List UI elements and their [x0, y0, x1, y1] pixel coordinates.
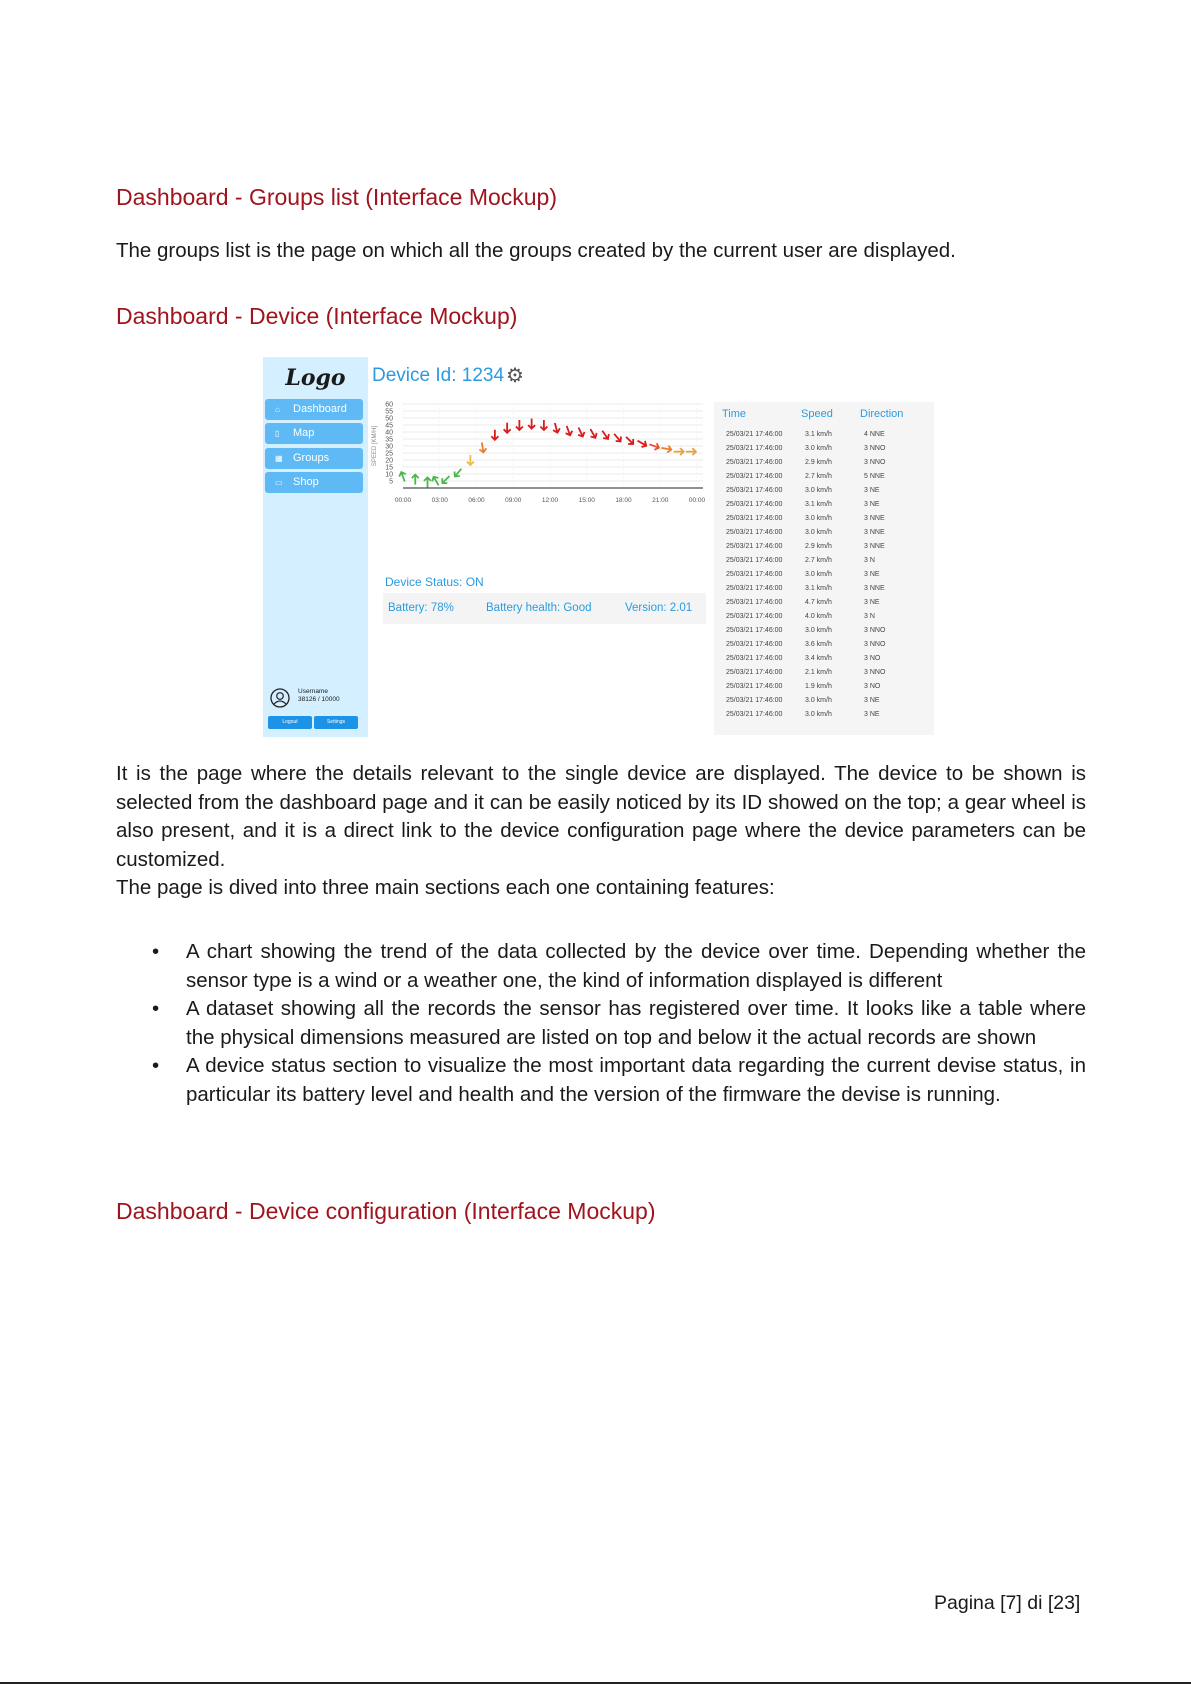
y-tick-label: 35	[385, 436, 393, 444]
x-tick-label: 06:00	[468, 497, 485, 504]
records-table	[714, 402, 934, 735]
battery-health: Battery health: Good	[486, 602, 592, 614]
y-tick-label: 40	[385, 429, 393, 437]
usage-count: 38126 / 10000	[298, 696, 340, 703]
x-tick-label: 12:00	[541, 497, 559, 504]
table-cell: 3 NNE	[864, 515, 885, 522]
nav-label: Dashboard	[293, 403, 347, 415]
table-cell: 3 NO	[864, 655, 881, 662]
table-cell: 25/03/21 17:46:00	[726, 501, 783, 508]
table-cell: 3.1 km/h	[805, 501, 832, 508]
table-cell: 25/03/21 17:46:00	[726, 697, 783, 704]
table-cell: 3.0 km/h	[805, 711, 832, 718]
table-cell: 3 N	[864, 613, 875, 620]
device-paragraph: It is the page where the details relevant to the single device are displayed. The device to be shown is selected from the dashboard page and it can be easily noticed by its ID showed on the top; a gear wheel is also present, and it is a direct link to the device configuration page where the device parameters can be customized.	[116, 762, 1086, 871]
table-cell: 4.7 km/h	[805, 599, 832, 606]
y-tick-label: 10	[385, 471, 393, 479]
y-tick-label: 20	[385, 457, 393, 465]
table-cell: 3.4 km/h	[805, 655, 832, 662]
wind-arrow-point	[452, 467, 464, 479]
battery-level: Battery: 78%	[388, 602, 454, 614]
table-cell: 3.0 km/h	[805, 627, 832, 634]
wind-arrow-point	[478, 442, 487, 453]
footer-line	[0, 1682, 1191, 1684]
table-cell: 25/03/21 17:46:00	[726, 655, 783, 662]
y-tick-label: 50	[385, 415, 393, 423]
nav-dashboard[interactable]	[265, 399, 363, 420]
table-cell: 3 NO	[864, 683, 881, 690]
y-tick-label: 55	[385, 408, 393, 416]
col-direction: Direction	[860, 408, 904, 420]
nav-label: Shop	[293, 476, 319, 488]
section-heading-device-config: Dashboard - Device configuration (Interface Mockup)	[116, 1198, 656, 1224]
wind-arrow-point	[412, 475, 419, 485]
table-cell: 3 NNO	[864, 669, 886, 676]
list-item: • A device status section to visualize the most important data regarding the current devise status, in particular its battery level and health and the version of the firmware the devise is running.	[152, 1052, 1086, 1109]
table-cell: 25/03/21 17:46:00	[726, 711, 783, 718]
sections-intro: The page is dived into three main sections each one containing features:	[116, 876, 775, 899]
x-tick-label: 00:00	[394, 497, 412, 504]
speed-chart	[363, 397, 713, 512]
table-cell: 25/03/21 17:46:00	[726, 627, 783, 634]
list-item: • A chart showing the trend of the data collected by the device over time. Depending whether the sensor type is a wind or a weather one, the kind of information displayed is different	[152, 938, 1086, 995]
table-cell: 25/03/21 17:46:00	[726, 571, 783, 578]
table-cell: 25/03/21 17:46:00	[726, 557, 783, 564]
table-cell: 3.1 km/h	[805, 585, 832, 592]
table-cell: 3 NE	[864, 599, 880, 606]
table-cell: 3.0 km/h	[805, 697, 832, 704]
table-cell: 25/03/21 17:46:00	[726, 585, 783, 592]
mockup-sidebar	[263, 357, 368, 737]
wind-arrow-point	[504, 423, 511, 433]
table-cell: 3 NE	[864, 697, 880, 704]
nav-map[interactable]	[265, 423, 363, 444]
x-tick-label: 18:00	[615, 497, 632, 504]
wind-arrow-point	[440, 474, 452, 486]
nav-shop[interactable]	[265, 472, 363, 493]
table-cell: 2.9 km/h	[805, 459, 832, 466]
table-cell: 3.0 km/h	[805, 487, 832, 494]
table-cell: 3 NNO	[864, 459, 886, 466]
wind-arrow-point	[491, 430, 498, 440]
table-cell: 3.0 km/h	[805, 529, 832, 536]
firmware-version: Version: 2.01	[625, 602, 693, 614]
table-cell: 25/03/21 17:46:00	[726, 487, 783, 494]
table-cell: 25/03/21 17:46:00	[726, 445, 783, 452]
table-cell: 25/03/21 17:46:00	[726, 669, 783, 676]
logout-button[interactable]: Logout	[268, 716, 312, 729]
home-icon: ⌂	[275, 405, 280, 414]
settings-button[interactable]: Settings	[314, 716, 358, 729]
avatar-icon	[270, 688, 290, 708]
gear-icon[interactable]: ⚙	[506, 365, 524, 387]
y-tick-label: 60	[385, 401, 393, 409]
table-cell: 4.0 km/h	[805, 613, 832, 620]
section-heading-groups-list: Dashboard - Groups list (Interface Mockup)	[116, 184, 558, 210]
nav-label: Groups	[293, 452, 330, 464]
table-cell: 3 N	[864, 557, 875, 564]
table-cell: 3 NNO	[864, 445, 886, 452]
table-cell: 2.1 km/h	[805, 669, 832, 676]
x-tick-label: 00:00	[688, 497, 706, 504]
table-cell: 3 NNO	[864, 641, 886, 648]
status-bar	[383, 593, 706, 624]
list-item: • A dataset showing all the records the sensor has registered over time. It looks like a table where the physical dimensions measured are listed on top and below it the actual records are shown	[152, 995, 1086, 1052]
table-cell: 25/03/21 17:46:00	[726, 599, 783, 606]
table-cell: 3 NE	[864, 487, 880, 494]
table-cell: 25/03/21 17:46:00	[726, 459, 783, 466]
logo: Logo	[285, 365, 346, 391]
map-icon: ▯	[275, 429, 280, 438]
table-cell: 25/03/21 17:46:00	[726, 431, 783, 438]
table-cell: 3 NE	[864, 711, 880, 718]
features-list	[152, 938, 1086, 1109]
wind-arrow-point	[563, 425, 573, 437]
table-cell: 3.1 km/h	[805, 431, 832, 438]
wind-arrow-point	[624, 434, 636, 446]
table-cell: 25/03/21 17:46:00	[726, 515, 783, 522]
y-tick-label: 45	[385, 422, 393, 430]
table-cell: 3.0 km/h	[805, 571, 832, 578]
shop-icon: ▭	[275, 478, 283, 487]
nav-label: Map	[293, 427, 315, 439]
wind-arrow-point	[424, 477, 431, 487]
table-cell: 5 NNE	[864, 473, 885, 480]
y-tick-label: 5	[389, 478, 393, 486]
table-cell: 3.6 km/h	[805, 641, 832, 648]
y-tick-label: 15	[385, 464, 393, 472]
section-heading-device: Dashboard - Device (Interface Mockup)	[116, 303, 518, 329]
y-tick-label: 25	[385, 450, 393, 458]
table-cell: 1.9 km/h	[805, 683, 832, 690]
table-cell: 3 NE	[864, 571, 880, 578]
table-cell: 3 NE	[864, 501, 880, 508]
wind-arrow-point	[674, 448, 684, 455]
device-id-title: Device Id: 1234	[372, 365, 505, 386]
table-cell: 25/03/21 17:46:00	[726, 641, 783, 648]
page-number: Pagina [7] di [23]	[934, 1592, 1081, 1614]
table-cell: 3 NNE	[864, 529, 885, 536]
table-cell: 25/03/21 17:46:00	[726, 529, 783, 536]
table-cell: 25/03/21 17:46:00	[726, 473, 783, 480]
table-cell: 3.0 km/h	[805, 515, 832, 522]
table-cell: 2.7 km/h	[805, 557, 832, 564]
nav-groups[interactable]	[265, 448, 363, 469]
table-cell: 3 NNE	[864, 585, 885, 592]
table-cell: 2.7 km/h	[805, 473, 832, 480]
username: Username	[298, 688, 328, 695]
wind-arrow-point	[587, 427, 598, 439]
table-cell: 4 NNE	[864, 431, 885, 438]
col-time: Time	[722, 408, 747, 420]
y-tick-label: 30	[385, 443, 393, 451]
device-mockup-image	[263, 357, 934, 737]
wind-arrow-point	[686, 448, 696, 455]
groups-list-paragraph: The groups list is the page on which all the groups created by the current user are displayed.	[116, 239, 956, 262]
table-cell: 25/03/21 17:46:00	[726, 683, 783, 690]
col-speed: Speed	[801, 408, 833, 420]
x-tick-label: 21:00	[652, 497, 669, 504]
groups-icon: ▦	[275, 454, 283, 463]
x-tick-label: 15:00	[578, 497, 595, 504]
table-cell: 25/03/21 17:46:00	[726, 543, 783, 550]
x-tick-label: 09:00	[505, 497, 522, 504]
table-cell: 25/03/21 17:46:00	[726, 613, 783, 620]
table-cell: 3.0 km/h	[805, 445, 832, 452]
wind-arrow-point	[611, 432, 623, 444]
device-status: Device Status: ON	[385, 575, 484, 589]
table-cell: 3 NNO	[864, 627, 886, 634]
x-tick-label: 03:00	[431, 497, 448, 504]
table-cell: 3 NNE	[864, 543, 885, 550]
y-axis-label: SPEED [KM/H]	[372, 425, 378, 467]
table-cell: 2.9 km/h	[805, 543, 832, 550]
wind-arrow-point	[528, 419, 535, 429]
